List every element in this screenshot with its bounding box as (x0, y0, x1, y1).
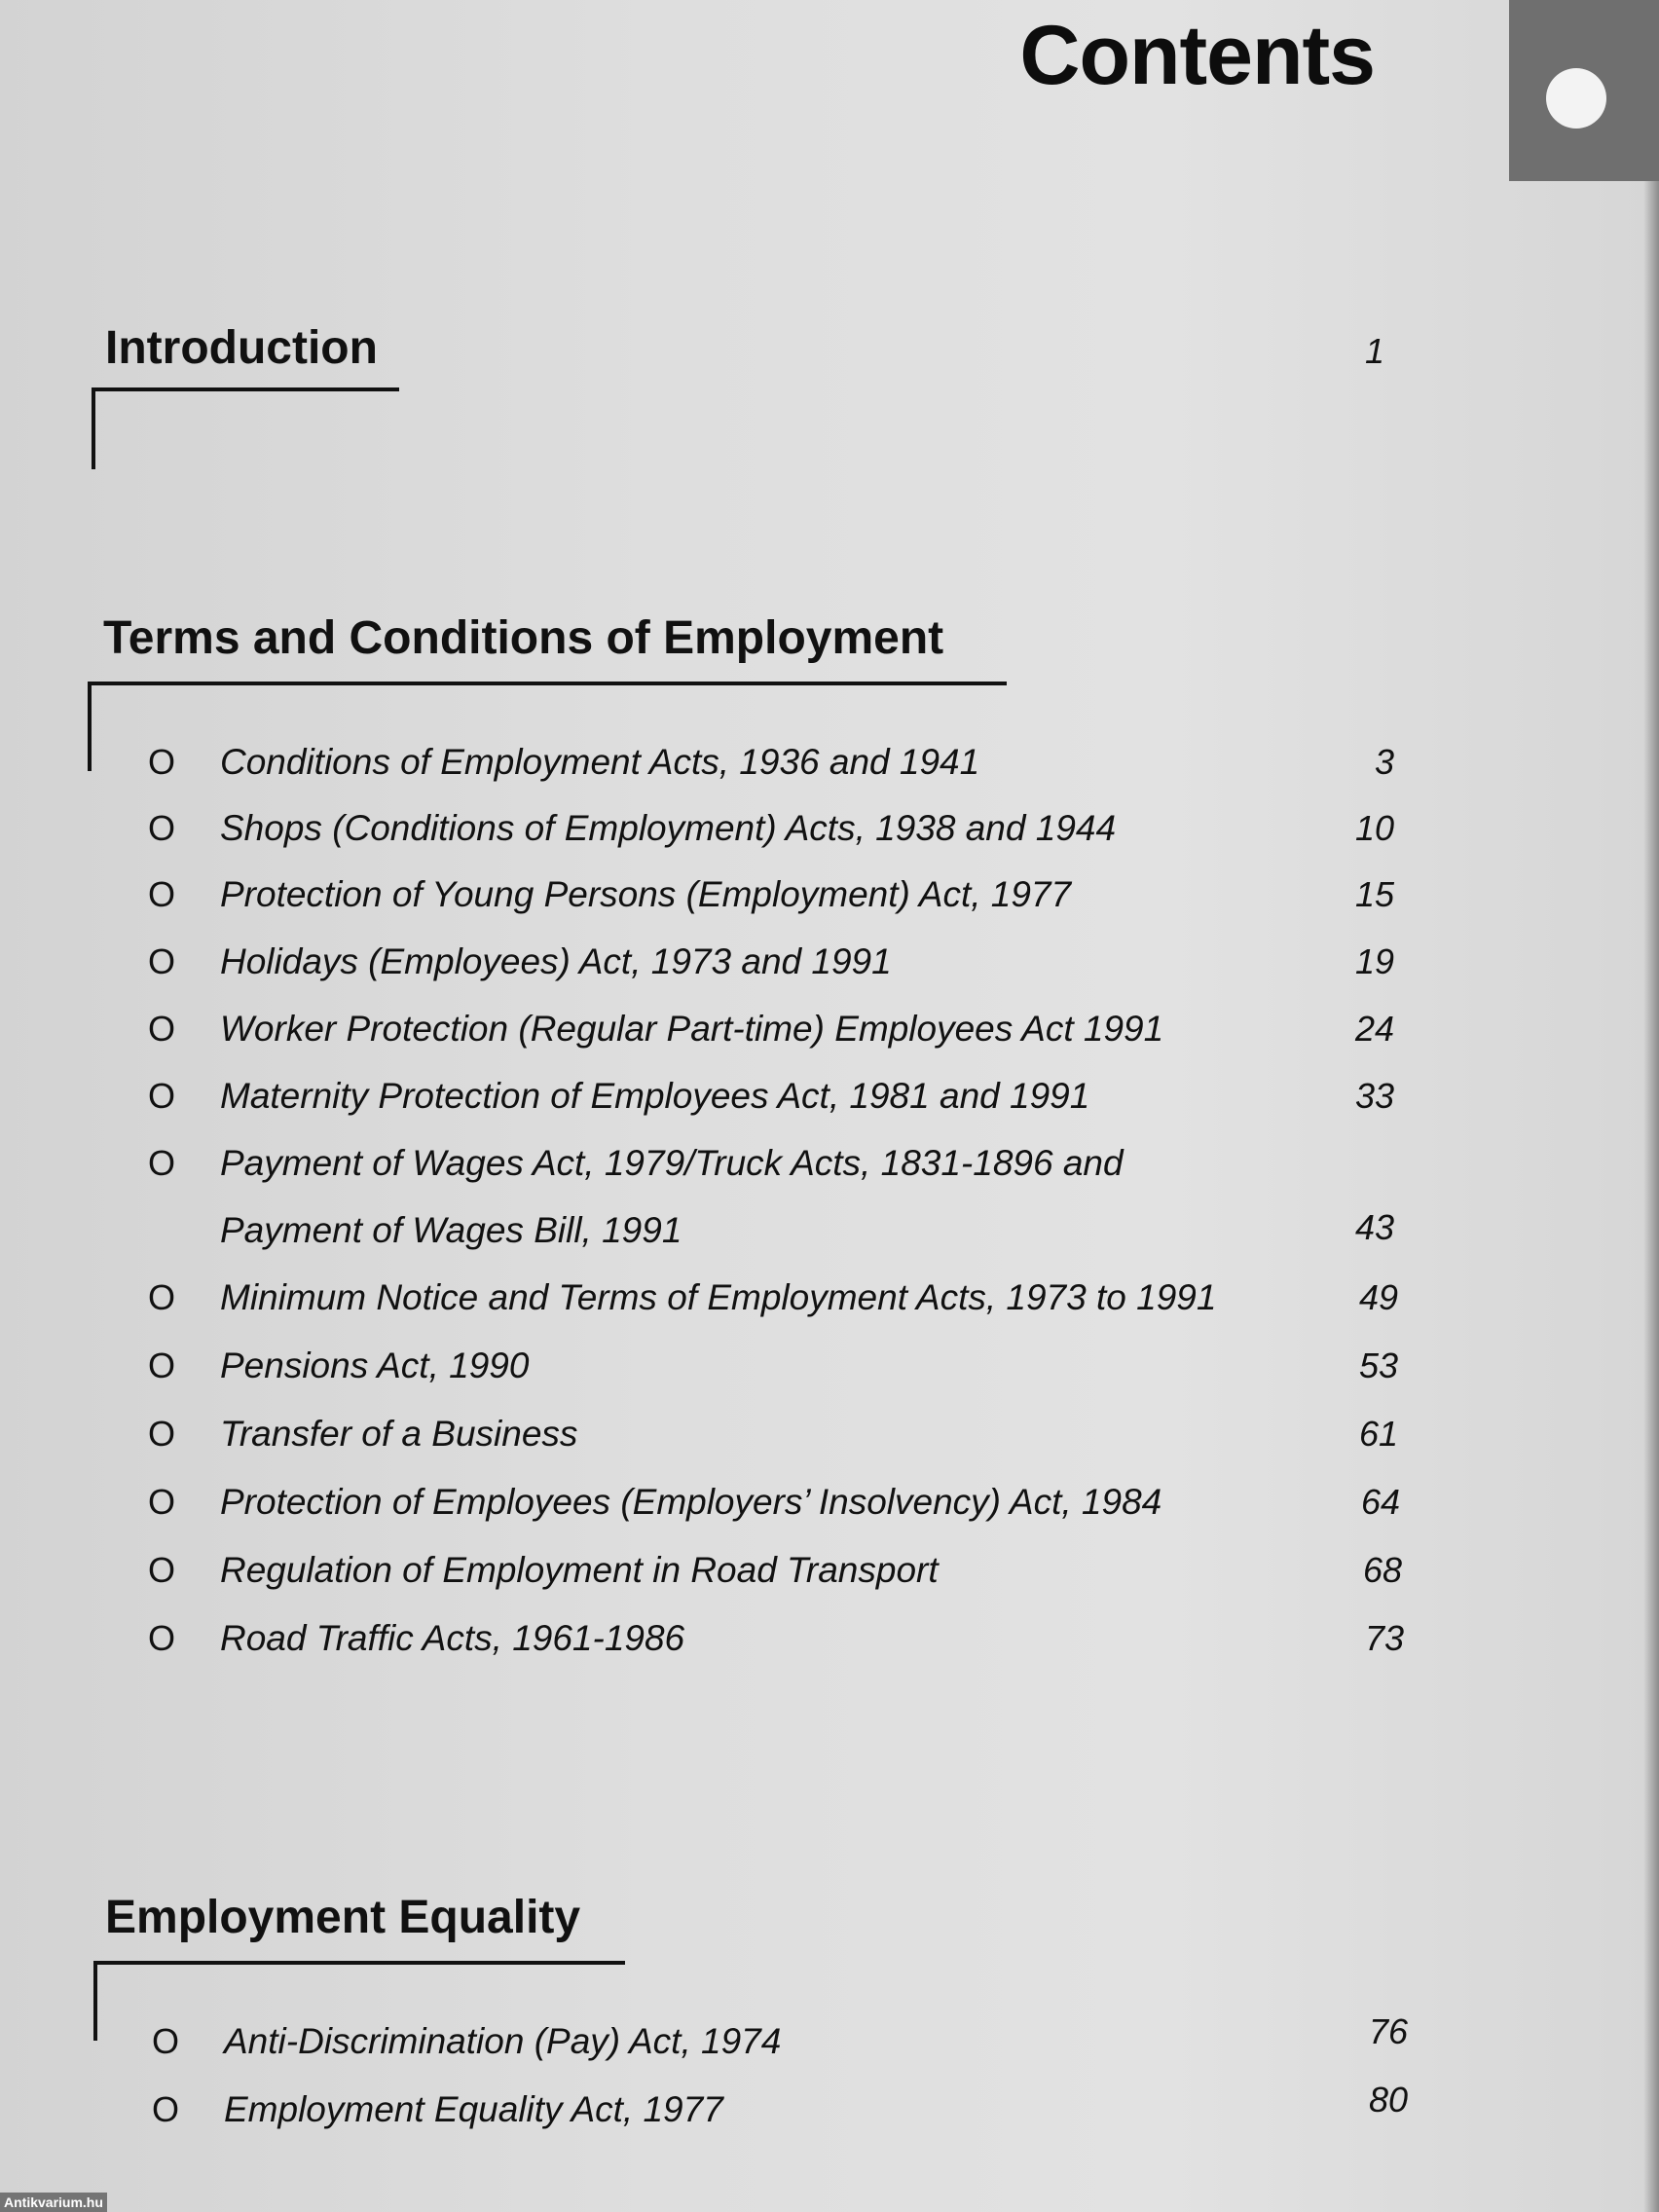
entry-page-number: 61 (1358, 1414, 1398, 1454)
entry-title: Protection of Young Persons (Employment) Act, 1977 (220, 874, 1072, 914)
entry-page-number: 53 (1358, 1346, 1398, 1385)
bullet-icon: O (152, 2089, 180, 2129)
list-item (0, 1482, 1460, 1540)
section-heading-introduction: Introduction (105, 322, 378, 374)
bullet-icon: O (148, 874, 176, 914)
entry-title: Maternity Protection of Employees Act, 1981 and 1991 (220, 1076, 1090, 1116)
entry-title-continued: Payment of Wages Bill, 1991 (220, 1210, 682, 1250)
entry-page-number: 15 (1354, 874, 1394, 914)
list-item (0, 2080, 1460, 2148)
bullet-icon: O (148, 1414, 176, 1454)
list-item (0, 1277, 1460, 1336)
list-item (0, 1143, 1460, 1270)
entry-page-number: 80 (1368, 2080, 1408, 2120)
list-item (0, 742, 1460, 800)
entry-title: Anti-Discrimination (Pay) Act, 1974 (224, 2021, 782, 2061)
list-item (0, 808, 1460, 866)
entry-page-number: 73 (1364, 1618, 1404, 1658)
list-item (0, 1618, 1460, 1677)
section-heading-equality: Employment Equality (105, 1892, 581, 1943)
bullet-icon: O (148, 1277, 176, 1317)
bullet-icon: O (148, 1550, 176, 1590)
entry-page-number: 43 (1354, 1207, 1394, 1247)
bullet-icon: O (148, 742, 176, 782)
entry-page-number: 3 (1374, 742, 1394, 782)
entry-page-number: 33 (1354, 1076, 1394, 1116)
bullet-icon: O (152, 2021, 180, 2061)
bullet-icon: O (148, 1009, 176, 1049)
entry-page-number: 24 (1354, 1009, 1394, 1049)
entry-title: Employment Equality Act, 1977 (224, 2089, 723, 2129)
entry-title: Shops (Conditions of Employment) Acts, 1938 and 1944 (220, 808, 1117, 848)
list-item (0, 1550, 1460, 1608)
entry-title: Conditions of Employment Acts, 1936 and 1941 (220, 742, 980, 782)
tab-dot-icon (1546, 68, 1606, 129)
bullet-icon: O (148, 1618, 176, 1658)
introduction-page-number: 1 (1364, 331, 1384, 371)
chapter-tab (1509, 0, 1659, 181)
list-item (0, 1009, 1460, 1067)
page-edge-shadow (1643, 175, 1659, 2212)
introduction-bracket (92, 387, 95, 469)
entry-page-number: 76 (1368, 2011, 1408, 2051)
watermark: Antikvarium.hu (0, 2193, 107, 2212)
bullet-icon: O (148, 1143, 176, 1183)
entry-page-number: 49 (1358, 1277, 1398, 1317)
introduction-underline (92, 387, 399, 391)
entry-title: Road Traffic Acts, 1961-1986 (220, 1618, 685, 1658)
bullet-icon: O (148, 1346, 176, 1385)
terms-underline (88, 682, 1007, 685)
bullet-icon: O (148, 1482, 176, 1522)
bullet-icon: O (148, 1076, 176, 1116)
entry-title: Minimum Notice and Terms of Employment Acts, 1973 to 1991 (220, 1277, 1217, 1317)
entry-title: Transfer of a Business (220, 1414, 578, 1454)
entry-title: Holidays (Employees) Act, 1973 and 1991 (220, 941, 892, 981)
list-item (0, 2011, 1460, 2080)
entry-page-number: 10 (1354, 808, 1394, 848)
entry-title: Payment of Wages Act, 1979/Truck Acts, 1831-1896 and (220, 1143, 1124, 1183)
entry-title: Worker Protection (Regular Part-time) Employees Act 1991 (220, 1009, 1164, 1049)
list-item (0, 1076, 1460, 1134)
list-item (0, 1346, 1460, 1404)
entry-title: Regulation of Employment in Road Transport (220, 1550, 939, 1590)
list-item (0, 874, 1460, 933)
bullet-icon: O (148, 941, 176, 981)
list-item (0, 941, 1460, 1000)
entry-title: Protection of Employees (Employers’ Insolvency) Act, 1984 (220, 1482, 1162, 1522)
list-item (0, 1414, 1460, 1472)
entry-page-number: 68 (1362, 1550, 1402, 1590)
entry-page-number: 19 (1354, 941, 1394, 981)
page-title: Contents (1019, 9, 1375, 102)
equality-underline (93, 1961, 625, 1965)
entry-title: Pensions Act, 1990 (220, 1346, 530, 1385)
bullet-icon: O (148, 808, 176, 848)
section-heading-terms: Terms and Conditions of Employment (103, 612, 944, 664)
entry-page-number: 64 (1360, 1482, 1400, 1522)
